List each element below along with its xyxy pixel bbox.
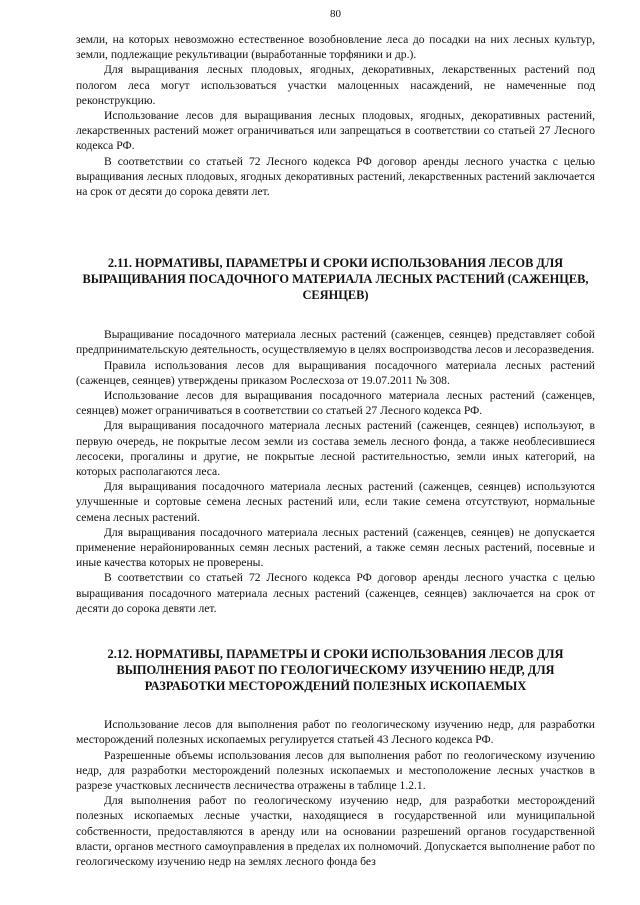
section-2-11-paragraph-1: Выращивание посадочного материала лесных растений (саженцев, сеянцев) представляет собой предпринимательскую деятельность, осуществляемую в целях воспроизводства лесов и лесоразведения. — [76, 328, 595, 357]
section-2-12-paragraph-2: Разрешенные объемы использования лесов для выполнения работ по геологическому изучению недр, для разработки месторождений полезных ископаемых и местоположение лесных участков в разрезе участковых лесничеств лесничества отражены в таблице 1.2.1. — [76, 748, 595, 792]
section-2-11-paragraph-4: Для выращивания посадочного материала лесных растений (саженцев, сеянцев) используют, в первую очередь, не покрытые лесом земли из состава земель лесного фонда, а также необлесившиеся лесосеки, прогалины и другие, не покрытые лесной растительностью, земли иных категорий, на которых располагаются леса. — [76, 419, 595, 479]
intro-paragraph-1: земли, на которых невозможно естественное возобновление леса до посадки на них лесных культур, земли, подлежащие рекультивации (выработанные торфяники и др.). — [76, 33, 595, 62]
page-content — [76, 32, 595, 869]
section-2-12-heading: 2.12. НОРМАТИВЫ, ПАРАМЕТРЫ И СРОКИ ИСПОЛЬЗОВАНИЯ ЛЕСОВ ДЛЯ ВЫПОЛНЕНИЯ РАБОТ ПО ГЕОЛОГИЧЕСКОМУ ИЗУЧЕНИЮ НЕДР, ДЛЯ РАЗРАБОТКИ МЕСТОРОЖДЕНИЙ ПОЛЕЗНЫХ ИСКОПАЕМЫХ — [107, 647, 564, 694]
section-2-11-paragraph-3: Использование лесов для выращивания посадочного материала лесных растений (саженцев, сеянцев) может ограничиваться в соответствии со статьей 27 Лесного кодекса РФ. — [76, 389, 595, 418]
intro-paragraph-4: В соответствии со статьей 72 Лесного кодекса РФ договор аренды лесного участка с целью выращивания лесных плодовых, ягодных декоративных растений, лекарственных растений заключается на срок от десяти до сорока девяти лет. — [76, 154, 595, 199]
section-2-11-paragraph-2: Правила использования лесов для выращивания посадочного материала лесных растений (саженцев, сеянцев) утверждены приказом Рослесхоза от 19.07.2011 № 308. — [76, 358, 595, 387]
intro-paragraph-2: Для выращивания лесных плодовых, ягодных, декоративных, лекарственных растений под пологом леса могут использоваться участки малоценных насаждений, не намеченные под реконструкцию. — [76, 63, 595, 107]
section-2-11-paragraph-5: Для выращивания посадочного материала лесных растений (саженцев, сеянцев) используются улучшенные и сортовые семена лесных растений или, если такие семена отсутствуют, нормальные семена лесных растений. — [76, 480, 595, 524]
intro-paragraph-3: Использование лесов для выращивания лесных плодовых, ягодных, декоративных растений, лекарственных растений может ограничиваться или запрещаться в соответствии со статьей 27 Лесного кодекса РФ. — [76, 109, 595, 153]
section-2-12-paragraph-1: Использование лесов для выполнения работ по геологическому изучению недр, для разработки месторождений полезных ископаемых регулируется статьей 43 Лесного кодекса РФ. — [76, 718, 595, 747]
section-2-11-paragraph-6: Для выращивания посадочного материала лесных растений (саженцев, сеянцев) не допускается применение нерайонированных семян лесных растений, а также семян лесных растений, посевные и иные качества которых не проверены. — [76, 525, 595, 570]
section-2-12-paragraph-3: Для выполнения работ по геологическому изучению недр, для разработки месторождений полезных ископаемых лесные участки, находящиеся в государственной или муниципальной собственности, предоставляются в аренду или на основании разрешений органов государственной власти, органов местного самоуправления в пределах их полномочий. Допускается выполнение работ по геологическому изучению недр на землях лесного фонда без — [76, 794, 596, 868]
page-number: 80 — [330, 8, 341, 20]
section-2-11-heading: 2.11. НОРМАТИВЫ, ПАРАМЕТРЫ И СРОКИ ИСПОЛЬЗОВАНИЯ ЛЕСОВ ДЛЯ ВЫРАЩИВАНИЯ ПОСАДОЧНОГО МАТЕРИАЛА ЛЕСНЫХ РАСТЕНИЙ (САЖЕНЦЕВ, СЕЯНЦЕВ) — [82, 256, 589, 303]
section-2-11-paragraph-7: В соответствии со статьей 72 Лесного кодекса РФ договор аренды лесного участка с целью выращивания посадочного материала лесных растений (саженцев, сеянцев) заключается на срок от десяти до сорока девяти лет. — [76, 571, 595, 615]
